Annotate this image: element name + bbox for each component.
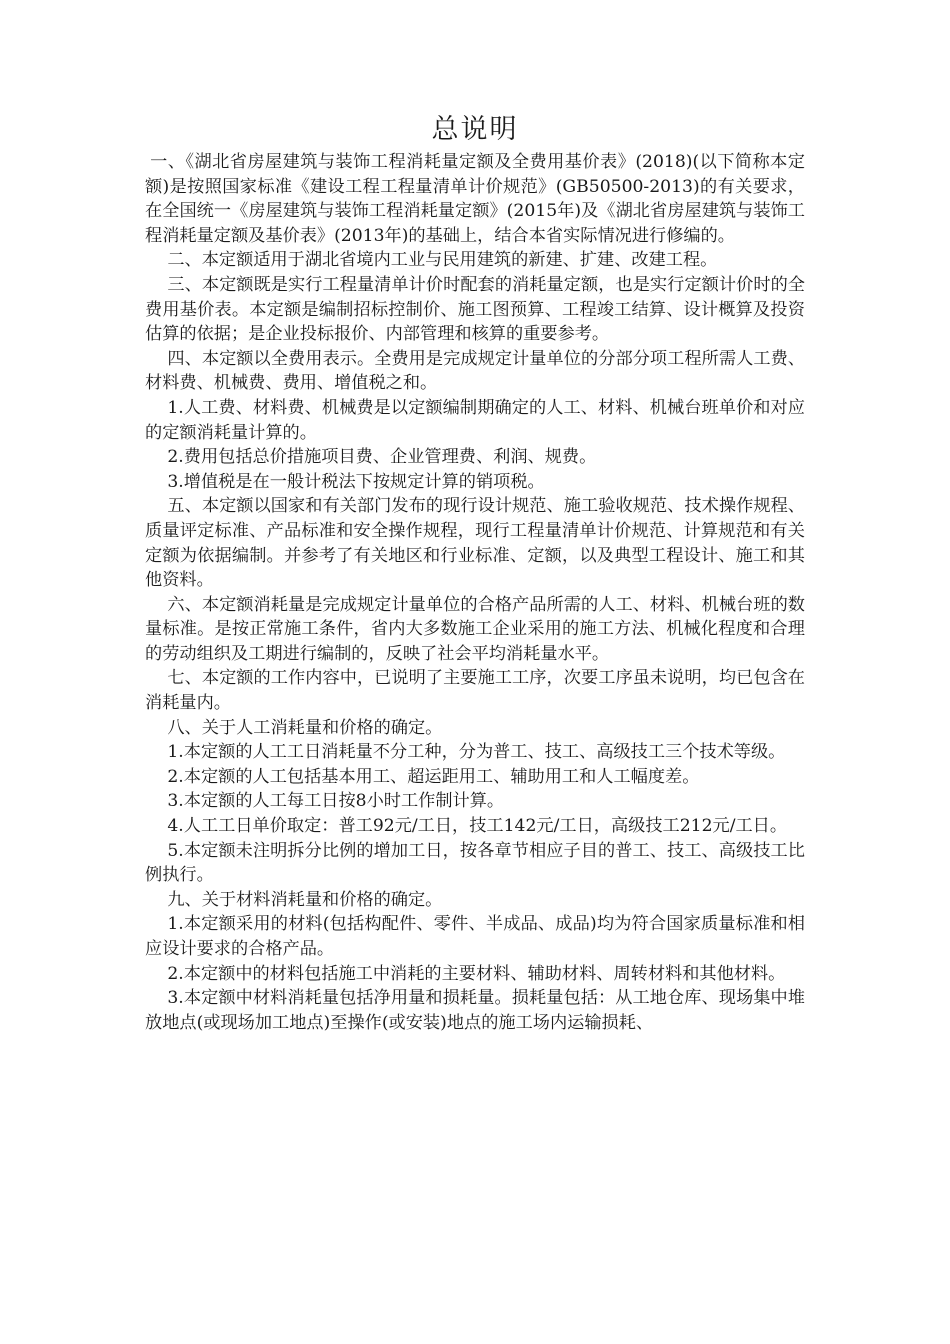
paragraph: 2.费用包括总价措施项目费、企业管理费、利润、规费。 xyxy=(167,447,597,468)
document-body xyxy=(145,150,805,1035)
paragraph: 4.人工工日单价取定：普工92元/工日，技工142元/工日，高级技工212元/工日。 xyxy=(167,816,788,837)
paragraph: 3.增值税是在一般计税法下按规定计算的销项税。 xyxy=(167,471,545,492)
paragraph: 3.本定额的人工每工日按8小时工作制计算。 xyxy=(167,791,505,812)
paragraph: 5.本定额未注明拆分比例的增加工日，按各章节相应子目的普工、技工、高级技工比例执行。 xyxy=(145,840,805,886)
paragraph: 1.本定额采用的材料(包括构配件、零件、半成品、成品)均为符合国家质量标准和相应设计要求的合格产品。 xyxy=(145,914,805,959)
paragraph: 五、本定额以国家和有关部门发布的现行设计规范、施工验收规范、技术操作规程、质量评定标准、产品标准和安全操作规程，现行工程量清单计价规范、计算规范和有关定额为依据编制。并参考了有关地区和行业标准、定额，以及典型工程设计、施工和其他资料。 xyxy=(145,496,805,591)
paragraph: 八、关于人工消耗量和价格的确定。 xyxy=(167,717,443,738)
paragraph: 四、本定额以全费用表示。全费用是完成规定计量单位的分部分项工程所需人工费、材料费、机械费、费用、增值税之和。 xyxy=(145,348,805,394)
paragraph: 二、本定额适用于湖北省境内工业与民用建筑的新建、扩建、改建工程。 xyxy=(167,250,718,271)
paragraph: 3.本定额中材料消耗量包括净用量和损耗量。损耗量包括：从工地仓库、现场集中堆放地点(或现场加工地点)至操作(或安装)地点的施工场内运输损耗、 xyxy=(145,988,805,1033)
paragraph: 1.本定额的人工工日消耗量不分工种，分为普工、技工、高级技工三个技术等级。 xyxy=(167,742,786,763)
page-title: 总说明 xyxy=(431,114,519,145)
paragraph: 七、本定额的工作内容中，已说明了主要施工工序，次要工序虽未说明，均已包含在消耗量内。 xyxy=(145,668,805,714)
paragraph: 2.本定额的人工包括基本用工、超运距用工、辅助用工和人工幅度差。 xyxy=(167,766,700,787)
paragraph: 2.本定额中的材料包括施工中消耗的主要材料、辅助材料、周转材料和其他材料。 xyxy=(167,963,786,984)
paragraph: 三、本定额既是实行工程量清单计价时配套的消耗量定额，也是实行定额计价时的全费用基价表。本定额是编制招标控制价、施工图预算、工程竣工结算、设计概算及投资估算的依据；是企业投标报价、内部管理和核算的重要参考。 xyxy=(145,274,805,345)
paragraph: 一、《湖北省房屋建筑与装饰工程消耗量定额及全费用基价表》(2018)(以下简称本定额)是按照国家标准《建设工程工程量清单计价规范》(GB50500-2013)的有关要求，在全国统一《房屋建筑与装饰工程消耗量定额》(2015年)及《湖北省房屋建筑与装饰工程消耗量定额及基价表》(2013年)的基础上，结合本省实际情况进行修编的。 xyxy=(145,152,805,246)
paragraph: 1.人工费、材料费、机械费是以定额编制期确定的人工、材料、机械台班单价和对应的定额消耗量计算的。 xyxy=(145,397,805,443)
paragraph: 九、关于材料消耗量和价格的确定。 xyxy=(167,889,443,910)
paragraph: 六、本定额消耗量是完成规定计量单位的合格产品所需的人工、材料、机械台班的数量标准。是按正常施工条件，省内大多数施工企业采用的施工方法、机械化程度和合理的劳动组织及工期进行编制的，反映了社会平均消耗量水平。 xyxy=(145,594,805,664)
